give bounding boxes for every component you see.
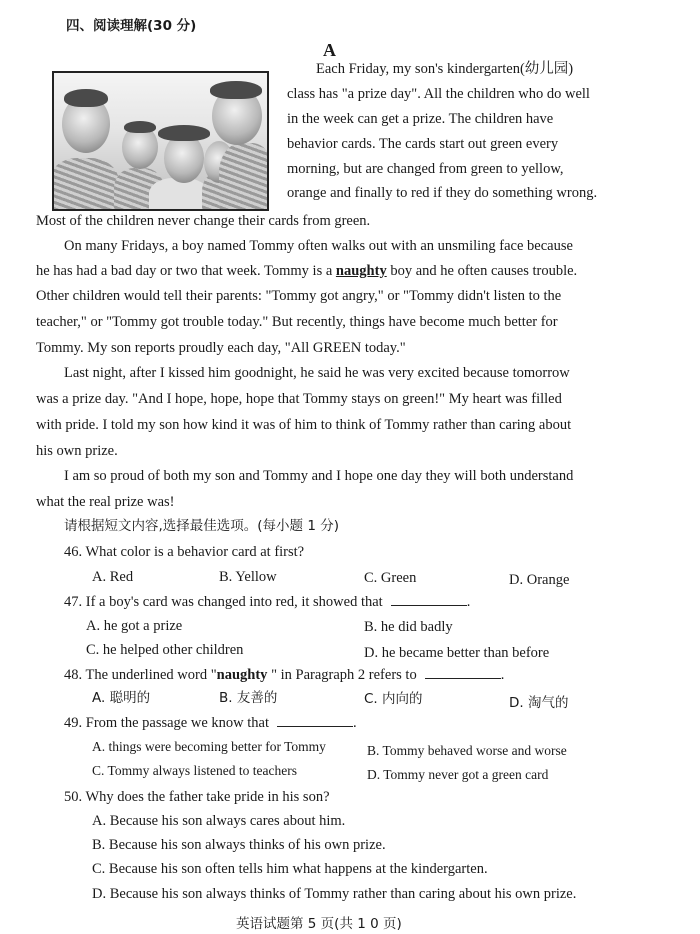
option[interactable]: D. he became better than before — [364, 645, 550, 661]
passage-line: Most of the children never change their cards from green. — [36, 213, 371, 229]
question-50 — [64, 790, 330, 805]
answer-blank — [425, 678, 501, 679]
option[interactable]: A. he got a prize — [86, 618, 183, 634]
question-number: 47. — [64, 594, 83, 610]
quoted-word: naughty — [216, 667, 268, 683]
option[interactable]: D. 淘气的 — [509, 695, 569, 711]
question-text: The underlined word " — [85, 667, 217, 683]
question-number: 48. — [64, 667, 83, 683]
option[interactable]: D. Because his son always thinks of Tommy rather than caring about his own prize. — [92, 886, 577, 902]
option[interactable]: C. Because his son often tells him what happens at the kindergarten. — [92, 861, 488, 877]
passage-line: On many Fridays, a boy named Tommy often walks out with an unsmiling face because — [64, 238, 573, 254]
passage-line: Last night, after I kissed him goodnight, he said he was very excited because tomorrow — [64, 365, 570, 381]
page-footer: 英语试题第 5 页(共 1 0 页) — [236, 916, 402, 932]
passage-line: Each Friday, my son's kindergarten(幼儿园) — [316, 61, 574, 77]
passage-line: with pride. I told my son how kind it was of him to think of Tommy rather than caring about — [36, 417, 572, 433]
section-title: 四、阅读理解(30 分) — [66, 18, 197, 34]
option[interactable]: B. Because his son always thinks of his own prize. — [92, 837, 386, 853]
option[interactable]: B. 友善的 — [219, 690, 278, 706]
question-number: 50. — [64, 789, 83, 805]
question-48: 48. The underlined word "naughty " in Paragraph 2 refers to . — [64, 667, 505, 683]
answer-blank — [277, 726, 353, 727]
passage-line: his own prize. — [36, 443, 118, 459]
question-49: 49. From the passage we know that . — [64, 715, 357, 731]
passage-line: orange and finally to red if they do something wrong. — [287, 185, 598, 201]
passage-line: morning, but are changed from green to yellow, — [287, 161, 564, 177]
instructions: 请根据短文内容,选择最佳选项。(每小题 1 分) — [64, 518, 339, 534]
passage-line: was a prize day. "And I hope, hope, hope that Tommy stays on green!" My heart was filled — [36, 391, 562, 407]
question-text: What color is a behavior card at first? — [85, 544, 305, 560]
question-number: 49. — [64, 715, 83, 731]
text-segment: he has had a bad day or two that week. Tommy is a — [36, 263, 336, 279]
option[interactable]: C. Green — [364, 570, 417, 586]
option[interactable]: C. he helped other children — [86, 642, 244, 658]
option[interactable]: C. 内向的 — [364, 691, 423, 707]
passage-line: teacher," or "Tommy got trouble today." But recently, things have become much better for — [36, 314, 558, 330]
question-text: If a boy's card was changed into red, it showed that — [85, 594, 383, 610]
answer-blank — [391, 605, 467, 606]
option[interactable]: D. Tommy never got a green card — [367, 767, 549, 782]
option[interactable]: B. Yellow — [219, 569, 277, 585]
option[interactable]: D. Orange — [509, 572, 570, 588]
underlined-word: naughty — [335, 263, 387, 279]
question-text: From the passage we know that — [85, 715, 269, 731]
option[interactable]: A. things were becoming better for Tommy — [92, 739, 326, 754]
passage-line: class has "a prize day". All the children who do well — [287, 86, 590, 102]
passage-line — [36, 264, 577, 279]
passage-line: in the week can get a prize. The children have — [287, 111, 554, 127]
passage-line: Tommy. My son reports proudly each day, "All GREEN today." — [36, 340, 406, 356]
passage-line: behavior cards. The cards start out green every — [287, 136, 559, 152]
question-number: 46. — [64, 544, 83, 560]
question-46 — [64, 545, 304, 560]
question-47: 47. If a boy's card was changed into red, it showed that . — [64, 594, 471, 610]
question-text: Why does the father take pride in his son? — [85, 789, 330, 805]
option[interactable]: A. Because his son always cares about him. — [92, 813, 346, 829]
option[interactable]: B. Tommy behaved worse and worse — [367, 743, 567, 758]
option[interactable]: C. Tommy always listened to teachers — [92, 763, 298, 778]
option[interactable]: B. he did badly — [364, 619, 453, 635]
passage-line: what the real prize was! — [36, 494, 175, 510]
passage-line: I am so proud of both my son and Tommy and I hope one day they will both understand — [64, 468, 574, 484]
option[interactable]: A. Red — [92, 569, 134, 585]
text-segment: boy and he often causes trouble. — [386, 263, 578, 279]
passage-line: Other children would tell their parents: "Tommy got angry," or "Tommy didn't listen to the — [36, 288, 562, 304]
option[interactable]: A. 聪明的 — [92, 690, 151, 706]
question-text: " in Paragraph 2 refers to — [267, 667, 417, 683]
passage-photo — [52, 71, 269, 211]
passage-letter: A — [323, 40, 336, 60]
